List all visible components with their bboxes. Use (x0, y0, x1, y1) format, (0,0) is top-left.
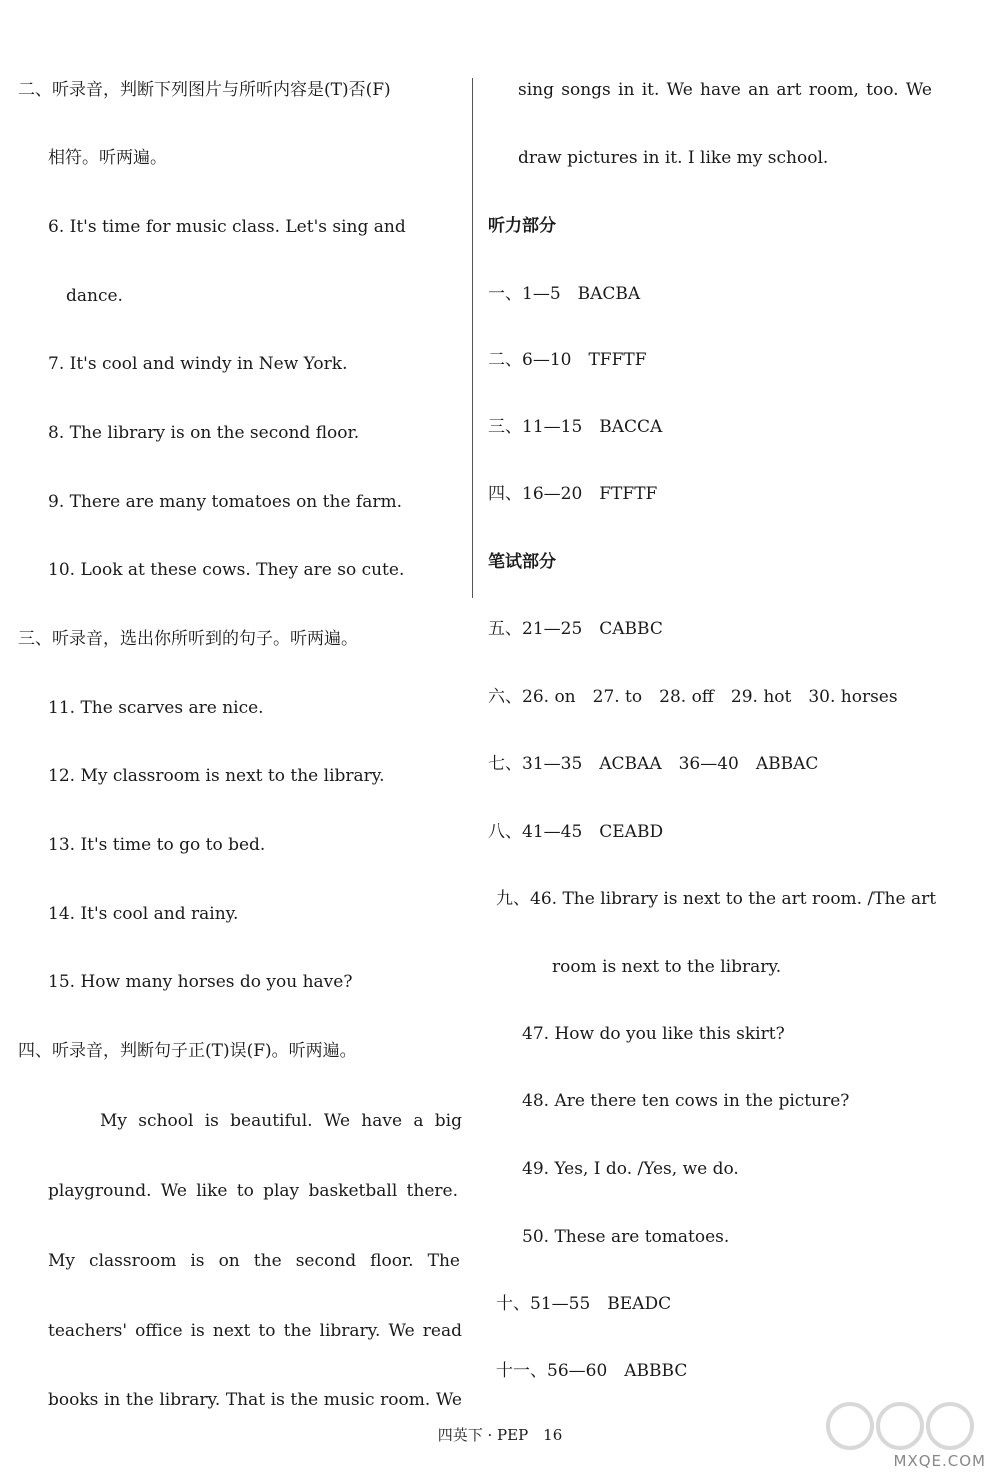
item-9: 9. There are many tomatoes on the farm. (48, 492, 402, 512)
listening-section-title: 听力部分 (488, 216, 556, 236)
section-2-heading-cont: 相符。听两遍。 (48, 148, 167, 168)
answer-9-cont: room is next to the library. (552, 957, 782, 977)
answer-9: 九、46. The library is next to the art room. /The art (496, 889, 937, 909)
answer-2: 二、6—10 TFFTF (488, 350, 647, 370)
watermark-text: MXQE.COM (893, 1452, 986, 1470)
passage-line-4: teachers' office is next to the library. We read (48, 1321, 462, 1341)
item-10: 10. Look at these cows. They are so cute. (48, 560, 405, 580)
item-6: 6. It's time for music class. Let's sing and (48, 217, 406, 237)
answer-1: 一、1—5 BACBA (488, 284, 641, 304)
answer-8: 八、41—45 CEABD (488, 822, 664, 842)
answer-50: 50. These are tomatoes. (522, 1227, 730, 1247)
answer-5: 五、21—25 CABBC (488, 619, 663, 639)
item-12: 12. My classroom is next to the library. (48, 766, 385, 786)
answer-10: 十、51—55 BEADC (496, 1294, 672, 1314)
item-13: 13. It's time to go to bed. (48, 835, 266, 855)
section-2-heading: 二、听录音，判断下列图片与所听内容是(T)否(F) (18, 80, 391, 100)
answer-49: 49. Yes, I do. /Yes, we do. (522, 1159, 739, 1179)
answer-3: 三、11—15 BACCA (488, 417, 663, 437)
passage-line-7: draw pictures in it. I like my school. (518, 148, 829, 168)
answer-6: 六、26. on 27. to 28. off 29. hot 30. horses (488, 687, 898, 707)
passage-line-1: My school is beautiful. We have a big (100, 1111, 462, 1131)
item-6-cont: dance. (66, 286, 123, 306)
column-divider (472, 78, 473, 598)
item-15: 15. How many horses do you have? (48, 972, 353, 992)
answer-4: 四、16—20 FTFTF (488, 484, 658, 504)
answer-11: 十一、56—60 ABBBC (496, 1361, 688, 1381)
written-section-title: 笔试部分 (488, 552, 556, 572)
item-11: 11. The scarves are nice. (48, 698, 264, 718)
item-8: 8. The library is on the second floor. (48, 423, 360, 443)
passage-line-5: books in the library. That is the music room. We (48, 1390, 462, 1410)
page-footer: 四英下 · PEP 16 (437, 1426, 563, 1444)
answer-47: 47. How do you like this skirt? (522, 1024, 785, 1044)
item-14: 14. It's cool and rainy. (48, 904, 239, 924)
passage-line-6: sing songs in it. We have an art room, too. We (518, 80, 932, 100)
answer-48: 48. Are there ten cows in the picture? (522, 1091, 850, 1111)
answer-7: 七、31—35 ACBAA 36—40 ABBAC (488, 754, 819, 774)
passage-line-3: My classroom is on the second floor. The (48, 1251, 460, 1271)
passage-line-2: playground. We like to play basketball there. (48, 1181, 458, 1201)
section-3-heading: 三、听录音，选出你所听到的句子。听两遍。 (18, 629, 358, 649)
item-7: 7. It's cool and windy in New York. (48, 354, 348, 374)
section-4-heading: 四、听录音，判断句子正(T)误(F)。听两遍。 (18, 1041, 357, 1061)
